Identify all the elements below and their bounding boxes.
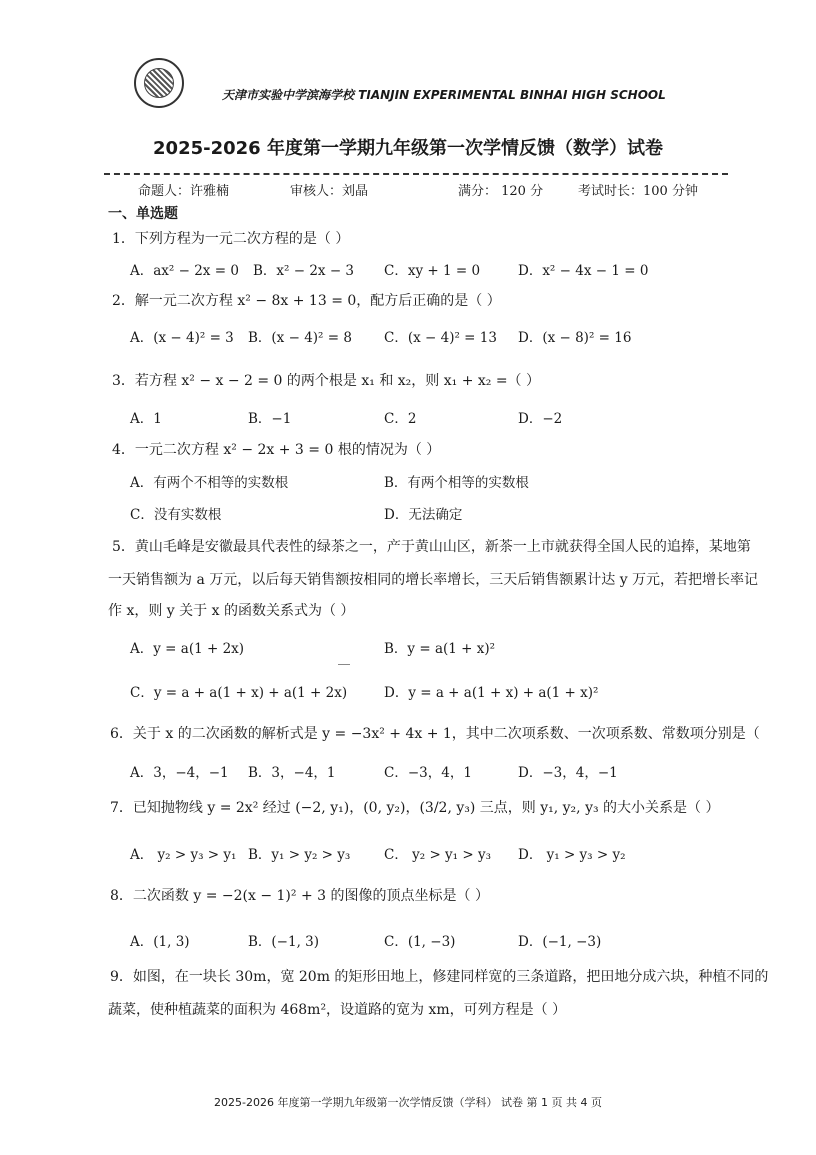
q5-option-c: C．y = a + a(1 + x) + a(1 + 2x) [130, 685, 348, 701]
question-5-line-2: 一天销售额为 a 万元，以后每天销售额按相同的增长率增长，三天后销售额累计达 y 万元，若把增长率记 [108, 572, 759, 588]
q7-option-a: A． y₂ > y₃ > y₁ [130, 847, 237, 863]
question-6: 6．关于 x 的二次函数的解析式是 y = −3x² + 4x + 1，其中二次项系数、一次项系数、常数项分别是（ [110, 726, 760, 742]
q3-option-d: D．−2 [518, 411, 563, 427]
q4-option-d: D．无法确定 [384, 507, 463, 523]
question-9-line-2: 蔬菜，使种植蔬菜的面积为 468m²，设道路的宽为 xm，可列方程是（ ） [108, 1002, 567, 1018]
q4-option-b: B．有两个相等的实数根 [384, 475, 529, 491]
q8-option-a: A．(1, 3) [130, 934, 190, 950]
q6-option-b: B．3，−4，1 [248, 765, 336, 781]
question-5-line-3: 作 x，则 y 关于 x 的函数关系式为（ ） [108, 603, 355, 619]
q5-option-b: B．y = a(1 + x)² [384, 641, 496, 657]
q2-option-b: B．(x − 4)² = 8 [248, 330, 352, 346]
meta-time: 考试时长：100 分钟 [578, 184, 698, 199]
q2-option-a: A．(x − 4)² = 3 [130, 330, 234, 346]
q1-option-b: B．x² − 2x − 3 [253, 263, 355, 279]
question-9-line-1: 9．如图，在一块长 30m，宽 20m 的矩形田地上，修建同样宽的三条道路，把田地分成六块，种植不同的 [110, 969, 769, 985]
meta-reviewer: 审核人：刘晶 [290, 184, 369, 199]
question-4: 4．一元二次方程 x² − 2x + 3 = 0 根的情况为（ ） [112, 442, 441, 458]
q1-option-a: A．ax² − 2x = 0 [130, 263, 239, 279]
q6-option-a: A．3，−4，−1 [130, 765, 229, 781]
meta-score: 满分： 120 分 [458, 184, 544, 199]
q4-option-c: C．没有实数根 [130, 507, 222, 523]
question-5-line-1: 5．黄山毛峰是安徽最具代表性的绿茶之一，产于黄山山区，新茶一上市就获得全国人民的追捧，某地第 [112, 539, 751, 555]
question-8: 8．二次函数 y = −2(x − 1)² + 3 的图像的顶点坐标是（ ） [110, 888, 489, 904]
q7-option-d: D． y₁ > y₃ > y₂ [518, 847, 626, 863]
q1-option-d: D．x² − 4x − 1 = 0 [518, 263, 649, 279]
q5-option-d: D．y = a + a(1 + x) + a(1 + x)² [384, 685, 599, 701]
q7-option-c: C． y₂ > y₁ > y₃ [384, 847, 492, 863]
question-3: 3．若方程 x² − x − 2 = 0 的两个根是 x₁ 和 x₂，则 x₁ + x₂ =（ ） [112, 373, 541, 389]
stray-mark [338, 664, 350, 665]
q3-option-a: A．1 [130, 411, 162, 427]
q1-option-c: C．xy + 1 = 0 [384, 263, 481, 279]
school-logo [134, 58, 184, 108]
q7-option-b: B．y₁ > y₂ > y₃ [248, 847, 351, 863]
question-2: 2．解一元二次方程 x² − 8x + 13 = 0，配方后正确的是（ ） [112, 293, 501, 309]
q3-option-c: C．2 [384, 411, 417, 427]
q4-option-a: A．有两个不相等的实数根 [130, 475, 289, 491]
q8-option-d: D．(−1, −3) [518, 934, 602, 950]
q8-option-c: C．(1, −3) [384, 934, 456, 950]
school-name: 天津市实验中学滨海学校 TIANJIN EXPERIMENTAL BINHAI HIGH SCHOOL [222, 88, 666, 102]
q3-option-b: B．−1 [248, 411, 292, 427]
page-footer: 2025-2026 年度第一学期九年级第一次学情反馈（学科） 试卷 第 1 页 共 4 页 [214, 1096, 602, 1109]
question-7: 7．已知抛物线 y = 2x² 经过 (−2, y₁)，(0, y₂)，(3/2, y₃) 三点，则 y₁, y₂, y₃ 的大小关系是（ ） [110, 800, 720, 816]
header-divider [104, 173, 728, 175]
section-heading: 一、单选题 [108, 206, 178, 222]
school-emblem-icon [144, 68, 174, 98]
q8-option-b: B．(−1, 3) [248, 934, 320, 950]
q6-option-d: D．−3，4，−1 [518, 765, 618, 781]
q5-option-a: A．y = a(1 + 2x) [130, 641, 245, 657]
exam-title: 2025-2026 年度第一学期九年级第一次学情反馈（数学）试卷 [153, 138, 663, 159]
q2-option-d: D．(x − 8)² = 16 [518, 330, 632, 346]
q6-option-c: C．−3，4，1 [384, 765, 472, 781]
question-1: 1．下列方程为一元二次方程的是（ ） [112, 231, 350, 247]
q2-option-c: C．(x − 4)² = 13 [384, 330, 497, 346]
meta-author: 命题人：许雅楠 [138, 184, 230, 199]
